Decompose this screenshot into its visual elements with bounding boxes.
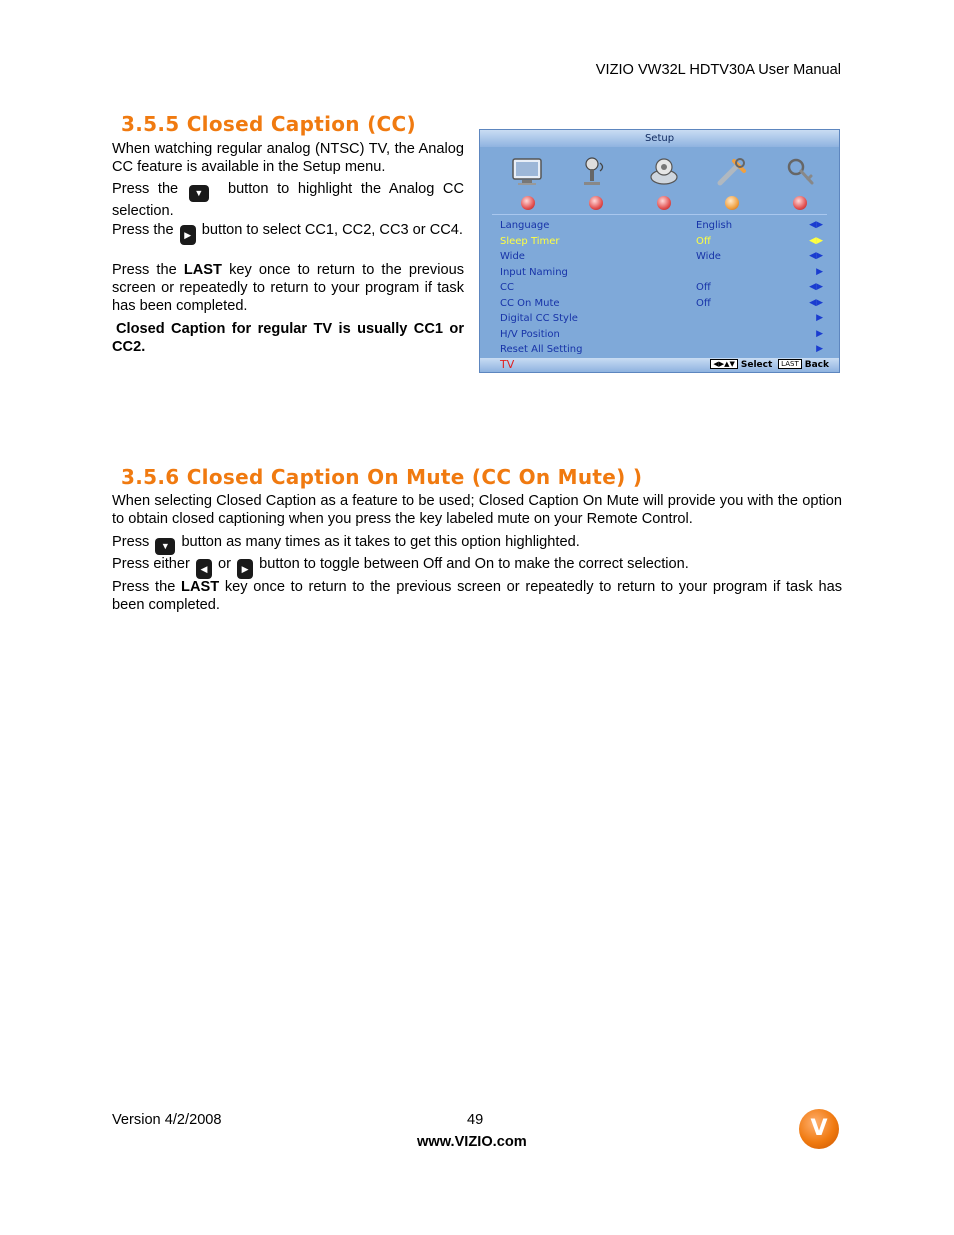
footer-version: Version 4/2/2008	[112, 1112, 222, 1128]
paragraph-select: Press the ▶ button to select CC1, CC2, CC3 or CC4.	[112, 221, 464, 245]
tv-menu-row-label: Reset All Setting	[500, 344, 583, 355]
note-closed-caption: Closed Caption for regular TV is usually CC1 or CC2.	[112, 321, 464, 355]
right-arrow-icon: ▶	[816, 328, 823, 339]
manual-title: VIZIO VW32L HDTV30A User Manual	[595, 62, 841, 78]
last-key-icon: LAST	[778, 359, 802, 369]
tv-menu-row[interactable]	[480, 342, 839, 357]
tv-menu-row[interactable]	[480, 265, 839, 280]
tv-menu-row[interactable]	[480, 218, 839, 233]
down-button-icon: ▼	[189, 185, 209, 202]
nav-keys-icon: ◀▶▲▼	[710, 359, 738, 369]
menu-indicator-dot	[589, 196, 603, 210]
setup-icon	[712, 152, 752, 192]
tv-setup-menu-screenshot	[479, 129, 840, 373]
menu-indicator-dot	[793, 196, 807, 210]
picture-icon	[508, 152, 548, 192]
paragraph-cc-on-mute-intro: When selecting Closed Caption as a feature to be used; Closed Caption On Mute will provide you with the option to obtain closed captioning when you press the key labeled mute on your Remote Control.	[112, 493, 842, 527]
parental-icon	[780, 152, 820, 192]
left-button-icon: ◀	[196, 559, 212, 579]
tv-menu-row-label: H/V Position	[500, 328, 560, 340]
audio-icon	[576, 152, 616, 192]
tv-menu-row[interactable]	[480, 280, 839, 295]
paragraph-intro: When watching regular analog (NTSC) TV, the Analog CC feature is available in the Setup menu.	[112, 141, 464, 175]
right-arrow-icon: ▶	[816, 313, 823, 323]
paragraph-last-key: Press the LAST key once to return to the previous screen or repeatedly to return to your program if task has been completed.	[112, 262, 464, 314]
tv-menu-title: Setup	[480, 130, 839, 147]
tv-menu-row-label: Wide	[500, 251, 525, 262]
page-number: 49	[467, 1112, 484, 1128]
tv-menu-icon-bar	[498, 152, 823, 212]
left-right-arrow-icon: ◀▶	[809, 235, 823, 246]
tv-menu-row-value: Off	[696, 297, 711, 309]
tv-source-label: TV	[500, 358, 515, 371]
menu-indicator-dot-active	[725, 196, 739, 210]
right-button-icon: ▶	[237, 559, 253, 579]
section-title-closed-caption: 3.5.5 Closed Caption (CC)	[121, 112, 416, 136]
tv-menu-row-label: CC On Mute	[500, 297, 560, 309]
right-arrow-icon: ▶	[816, 344, 823, 354]
tv-menu-row-label: Digital CC Style	[500, 313, 578, 324]
section-title-cc-on-mute: 3.5.6 Closed Caption On Mute (CC On Mute) )	[121, 465, 643, 489]
footer-url[interactable]: www.VIZIO.com	[417, 1134, 527, 1150]
tv-menu-row[interactable]	[480, 311, 839, 326]
menu-indicator-dot	[521, 196, 535, 210]
tv-menu-row-value: English	[696, 220, 733, 231]
tv-menu-footer	[480, 358, 839, 372]
paragraph-cc-on-mute-toggle: Press either ◀ or ▶ button to toggle between Off and On to make the correct selection.	[112, 555, 842, 579]
tv-menu-row[interactable]	[480, 296, 839, 311]
paragraph-cc-on-mute-last-key: Press the LAST key once to return to the previous screen or repeatedly to return to your program if task has been completed.	[112, 579, 842, 613]
left-right-arrow-icon: ◀▶	[809, 251, 823, 261]
right-button-icon: ▶	[180, 225, 196, 245]
tv-menu-row-label: CC	[500, 282, 514, 293]
tv-menu-row-value: Wide	[696, 251, 721, 262]
tv-menu-row[interactable]	[480, 327, 839, 342]
tv-menu-hint: ◀▶▲▼ Select LAST Back	[707, 358, 829, 372]
right-arrow-icon: ▶	[816, 266, 823, 277]
tv-menu-row-label: Input Naming	[500, 266, 568, 278]
left-right-arrow-icon: ◀▶	[809, 220, 823, 230]
vizio-logo-icon: V	[799, 1109, 839, 1149]
left-right-arrow-icon: ◀▶	[809, 282, 823, 292]
tv-menu-row-value: Off	[696, 282, 711, 293]
menu-indicator-dot	[657, 196, 671, 210]
tv-icon	[644, 152, 684, 192]
down-button-icon: ▼	[155, 538, 175, 555]
tv-menu-row-value: Off	[696, 235, 711, 247]
paragraph-cc-on-mute-highlight: Press ▼ button as many times as it takes to get this option highlighted.	[112, 533, 842, 555]
tv-menu-row[interactable]	[480, 249, 839, 264]
tv-menu-row[interactable]	[480, 234, 839, 249]
paragraph-highlight: Press the ▼ button to highlight the Analog CC selection.	[112, 181, 464, 219]
tv-menu-row-label: Language	[500, 220, 550, 231]
tv-menu-row-label: Sleep Timer	[500, 235, 560, 247]
tv-menu-divider	[492, 214, 827, 215]
left-right-arrow-icon: ◀▶	[809, 297, 823, 308]
